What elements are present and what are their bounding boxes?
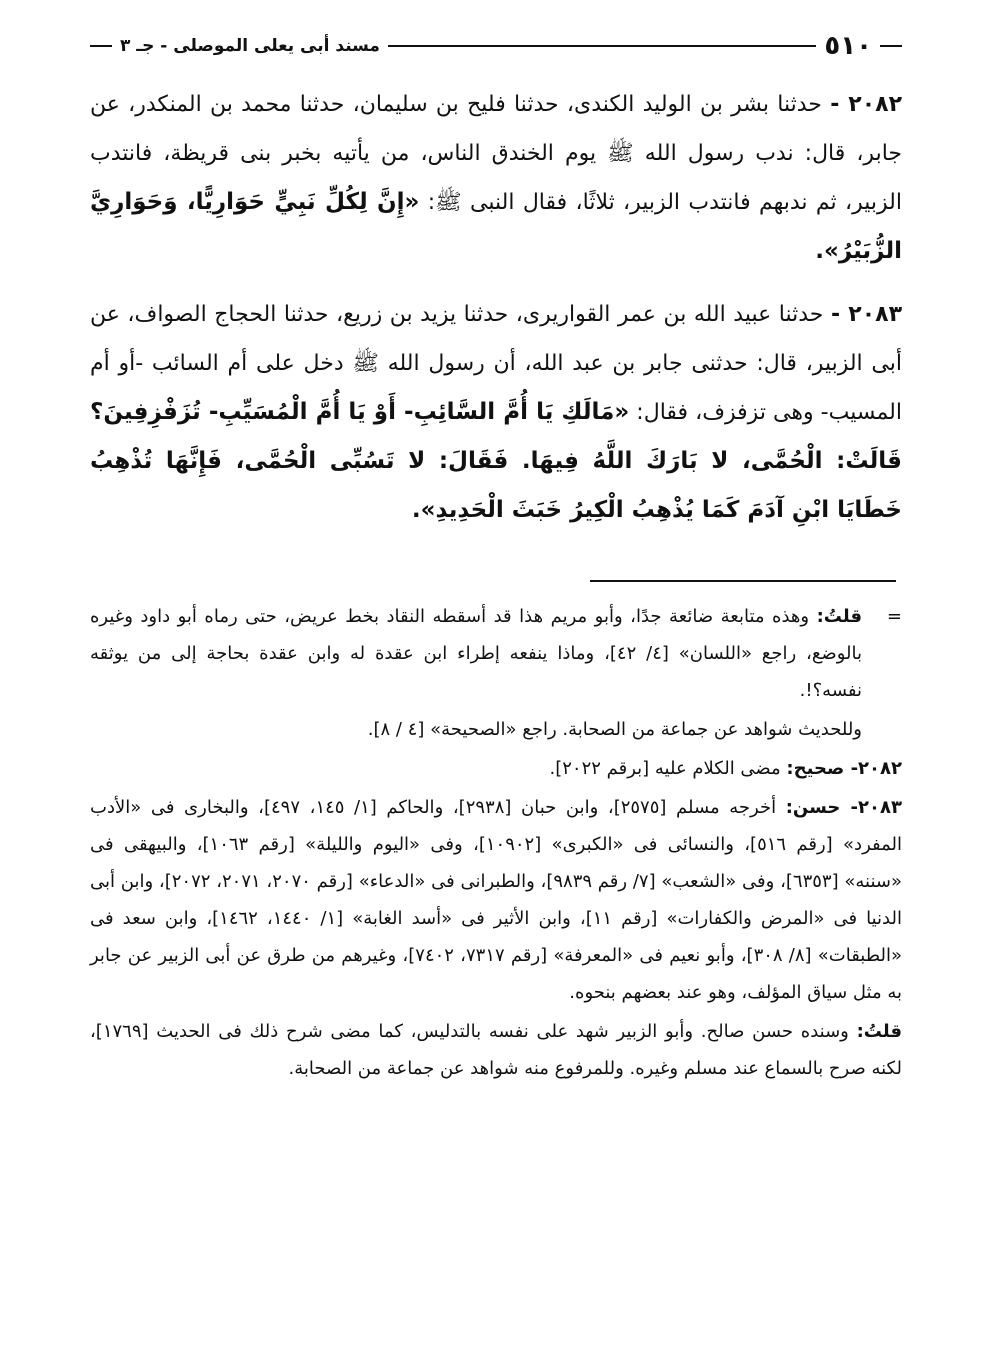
page-header xyxy=(90,28,902,64)
footnote-2082 xyxy=(90,750,902,787)
hadith-2082 xyxy=(90,80,902,276)
note-text: مضى الكلام عليه [برقم ٢٠٢٢]. xyxy=(549,758,781,779)
header-rule-left xyxy=(90,45,112,47)
hadith-2083 xyxy=(90,290,902,535)
hadith-text-block xyxy=(90,80,902,549)
running-title: مسند أبى يعلى الموصلى - جـ ٣ xyxy=(120,36,380,56)
footnote-continuation xyxy=(90,598,902,709)
hadith-isnad: حدثنا عبيد الله بن عمر القواريرى، حدثنا يزيد بن زريع، حدثنا الحجاج الصواف، عن أبى الزبير، قال: حدثنى جابر بن عبد الله، أن رسول الله ﷺ دخل على أم السائب -أو أم المسيب- وهى تزفزف، فقال: xyxy=(90,302,902,425)
note-text: أخرجه مسلم [٢٥٧٥]، وابن حبان [٢٩٣٨]، والحاكم [١/ ١٤٥، ٤٩٧]، والبخارى فى «الأدب المفرد» [رقم ٥١٦]، والنسائى فى «الكبرى» [١٠٩٠٢]، وفى «اليوم والليلة» [رقم ١٠٦٣]، والبيهقى فى «سننه» [٦٣٥٣]، وفى «الشعب» [٧/ رقم ٩٨٣٩]، والطبرانى فى «الدعاء» [رقم ٢٠٧٠، ٢٠٧١، ٢٠٧٢]، وابن أبى الدنيا فى «المرض والكفارات» [رقم ١١]، وابن الأثير فى «أسد الغابة» [١/ ١٤٤٠، ١٤٦٢]، وابن سعد فى «الطبقات» [٨/ ٣٠٨]، وأبو نعيم فى «المعرفة» [رقم ٧٣١٧، ٧٤٠٢]، وغيرهم من طرق عن أبى الزبير عن جابر به مثل سياق المؤلف، وهو عند بعضهم بنحوه. xyxy=(90,797,903,1003)
hadith-matn: «مَالَكِ يَا أُمَّ السَّائِبِ- أَوْ يَا أُمَّ الْمُسَيِّبِ- تُزَفْزِفِينَ؟ قَالَتْ: الْحُمَّى، لا بَارَكَ اللَّهُ فِيهَا. فَقَالَ: لا تَسُبِّى الْحُمَّى، فَإِنَّهَا تُذْهِبُ خَطَايَا ابْنِ آدَمَ كَمَا يُذْهِبُ الْكِيرُ خَبَثَ الْحَدِيدِ». xyxy=(90,399,902,523)
footnote-shawahid xyxy=(90,711,902,748)
note-lead: ٢٠٨٣- حسن: xyxy=(785,797,902,818)
hadith-isnad: حدثنا بشر بن الوليد الكندى، حدثنا فليح بن سليمان، حدثنا محمد بن المنكدر، عن جابر، قال: ندب رسول الله ﷺ يوم الخندق الناس، من يأتيه بخبر بنى قريظة، فانتدب الزبير، ثم ندبهم فانتدب الزبير، ثلاثًا، فقال النبى ﷺ: xyxy=(90,92,902,215)
footnotes xyxy=(90,598,902,1089)
note-lead: قلتُ: xyxy=(816,606,862,627)
page-number: ٥١٠ xyxy=(824,31,872,61)
header-rule-right xyxy=(880,45,902,47)
footnote-comment xyxy=(90,1013,902,1087)
note-text: وللحديث شواهد عن جماعة من الصحابة. راجع «الصحيحة» [٤ / ٨]. xyxy=(367,719,862,740)
footnote-divider xyxy=(590,580,896,582)
note-text: وسنده حسن صالح. وأبو الزبير شهد على نفسه بالتدليس، كما مضى شرح ذلك فى الحديث [١٧٦٩]، لكنه صرح بالسماع عند مسلم وغيره. وللمرفوع منه شواهد عن جماعة من الصحابة. xyxy=(90,1021,902,1079)
hadith-number: ٢٠٨٣ - xyxy=(830,302,902,327)
hadith-matn: «إِنَّ لِكُلِّ نَبِيٍّ حَوَارِيًّا، وَحَوَارِيَّ الزُّبَيْرُ». xyxy=(90,189,902,264)
footnote-2083 xyxy=(90,789,902,1011)
note-text: وهذه متابعة ضائعة جدًا، وأبو مريم هذا قد أسقطه النقاد بخط عريض، حتى رماه أبو داود وغيره بالوضع، راجع «اللسان» [٤/ ٤٢]، وماذا ينفعه إطراء ابن عقدة له وابن عقدة بحاجة إلى من يوثقه نفسه؟!. xyxy=(90,606,862,701)
hadith-number: ٢٠٨٢ - xyxy=(830,92,902,117)
header-rule xyxy=(388,45,816,47)
note-lead: قلتُ: xyxy=(856,1021,902,1042)
note-lead: ٢٠٨٢- صحيح: xyxy=(786,758,902,779)
continuation-mark: = xyxy=(886,606,902,627)
